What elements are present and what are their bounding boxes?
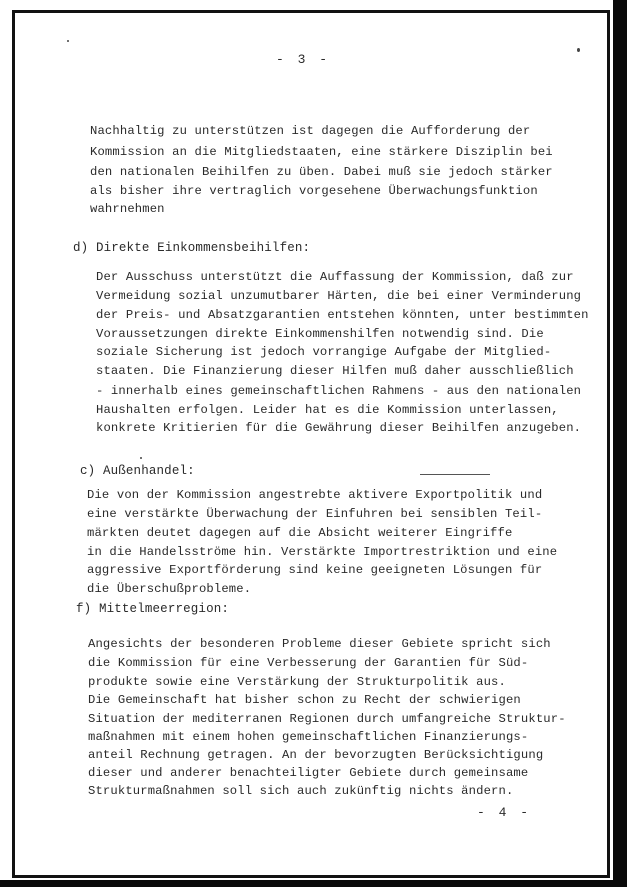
scan-speck [140,457,142,459]
section-d-line: der Preis- und Absatzgarantien entstehen könnten, unter bestimmten [96,308,589,322]
paragraph-1-line: Kommission an die Mitgliedstaaten, eine stärkere Disziplin bei [90,145,553,159]
section-d-line: Der Ausschuss unterstützt die Auffassung der Kommission, daß zur [96,270,574,284]
page-number: - 3 - [276,52,331,67]
section-c-line: Die von der Kommission angestrebte aktivere Exportpolitik und [87,488,543,502]
next-page-marker: - 4 - [477,805,532,820]
section-c-line: eine verstärkte Überwachung der Einfuhren bei sensiblen Teil- [87,507,543,521]
section-d-line: Haushalten erfolgen. Leider hat es die Kommission unterlassen, [96,403,559,417]
section-f-line: Die Gemeinschaft hat bisher schon zu Recht der schwierigen [88,693,521,707]
section-f-line: produkte sowie eine Verstärkung der Strukturpolitik aus. [88,675,506,689]
section-d-line: - innerhalb eines gemeinschaftlichen Rahmens - aus den nationalen [96,384,582,398]
section-d-line: Vermeidung sozial unzumutbarer Härten, die bei einer Verminderung [96,289,582,303]
section-d-line: staaten. Die Finanzierung dieser Hilfen muß daher ausschließlich [96,364,574,378]
scan-edge-bottom [0,880,627,887]
section-d-line: soziale Sicherung ist jedoch vorrangige Aufgabe der Mitglied- [96,345,552,359]
section-c-line: die Überschußprobleme. [87,582,252,596]
section-f-line: anteil Rechnung getragen. An der bevorzugten Berücksichtigung [88,748,544,762]
section-d-line: konkrete Kritierien für die Gewährung dieser Beihilfen anzugeben. [96,421,582,435]
scan-speck [67,40,69,42]
paragraph-1-line: Nachhaltig zu unterstützen ist dagegen die Aufforderung der [90,124,531,138]
section-d-line: Voraussetzungen direkte Einkommenshilfen notwendig sind. Die [96,327,544,341]
section-c-line: in die Handelsströme hin. Verstärkte Importrestriktion und eine [87,545,558,559]
section-f-line: Situation der mediterranen Regionen durch umfangreiche Struktur- [88,712,566,726]
section-f-line: maßnahmen mit einem hohen gemeinschaftlichen Finanzierungs- [88,730,529,744]
paragraph-1-line: den nationalen Beihilfen zu üben. Dabei muß sie jedoch stärker [90,165,553,179]
section-c-line: märkten deutet dagegen auf die Absicht weiterer Eingriffe [87,526,513,540]
section-f-line: dieser und anderer benachteiligter Gebiete durch gemeinsame [88,766,529,780]
scan-edge-right [613,0,627,887]
section-c-heading: c) Außenhandel: [80,464,195,478]
section-f-line: die Kommission für eine Verbesserung der Garantien für Süd- [88,656,529,670]
scan-speck [577,48,580,52]
paragraph-1-line: als bisher ihre vertraglich vorgesehene Überwachungsfunktion [90,184,538,198]
section-c-line: aggressive Exportförderung sind keine geeigneten Lösungen für [87,563,543,577]
section-f-line: Angesichts der besonderen Probleme dieser Gebiete spricht sich [88,637,551,651]
underline-mark [420,474,490,475]
paragraph-1-line: wahrnehmen [90,202,165,216]
section-f-heading: f) Mittelmeerregion: [76,602,230,616]
section-f-line: Strukturmaßnahmen soll sich auch zukünftig nichts ändern. [88,784,514,798]
section-d-heading: d) Direkte Einkommensbeihilfen: [73,241,311,255]
